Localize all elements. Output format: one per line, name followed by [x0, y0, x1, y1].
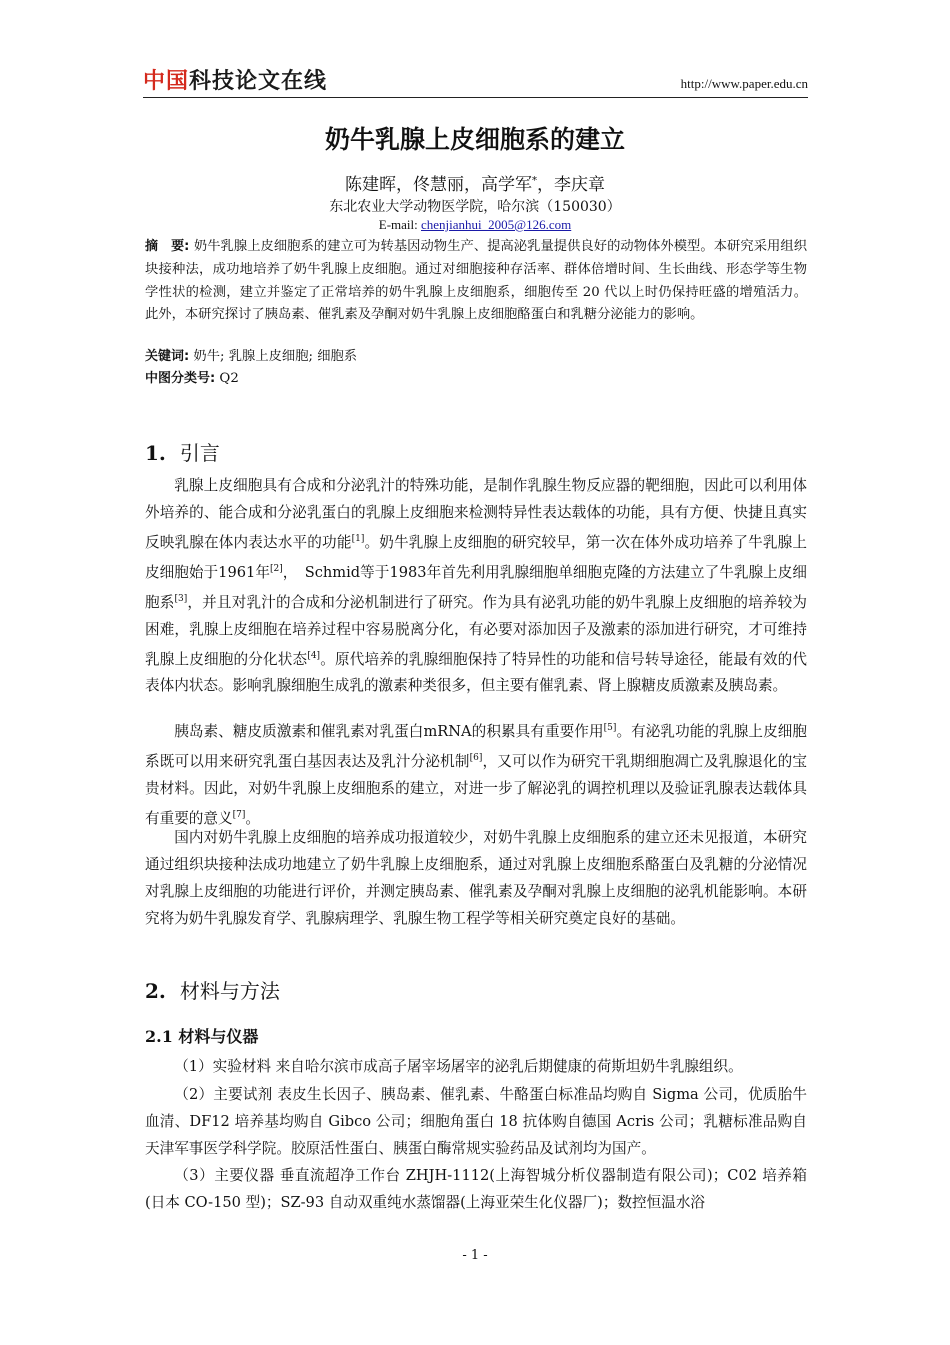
keywords	[145, 345, 357, 364]
email-line	[0, 217, 950, 233]
intro-paragraph-3: 国内对奶牛乳腺上皮细胞的培养成功报道较少，对奶牛乳腺上皮细胞系的建立还未见报道，本研究通过组织块接种法成功地建立了奶牛乳腺上皮细胞系，通过对乳腺上皮细胞系酪蛋白及乳糖的分泌情况对乳腺上皮细胞的功能进行评价，并测定胰岛素、催乳素及孕酮对乳腺上皮细胞的泌乳机能影响。本研究将为奶牛乳腺发育学、乳腺病理学、乳腺生物工程学等相关研究奠定良好的基础。	[145, 829, 807, 927]
text-run: 。有泌乳功能的乳腺上皮细胞系既可以用来研究乳蛋白基因表达及乳汁分泌机制	[145, 722, 807, 770]
abstract-colon: :	[184, 239, 194, 254]
text-run: ， Schmid等于1983年首先利用乳腺细胞单细胞克隆的方法建立了牛乳腺上皮细胞系	[145, 563, 807, 611]
paper-title: 奶牛乳腺上皮细胞系的建立	[324, 125, 625, 154]
affiliation: 东北农业大学动物医学院，哈尔滨（150030）	[329, 199, 621, 215]
site-logo[interactable]	[143, 64, 327, 95]
citation[interactable]: [7]	[232, 809, 246, 820]
email-link[interactable]: chenjianhui_2005@126.com	[421, 217, 572, 232]
materials-item-1: （1）实验材料 来自哈尔滨市成高子屠宰场屠宰的泌乳后期健康的荷斯坦奶牛乳腺组织。	[174, 1058, 743, 1075]
keywords-text: 奶牛; 乳腺上皮细胞; 细胞系	[189, 349, 358, 364]
text-run: ，又可以作为研究干乳期细胞凋亡及乳腺退化的宝贵材料。因此，对奶牛乳腺上皮细胞系的建立，对进一步了解泌乳的调控机理以及验证乳腺表达载体具有重要的意义	[145, 752, 807, 827]
citation[interactable]: [1]	[351, 534, 365, 544]
logo-text-paper: 科技论文在线	[189, 69, 328, 94]
corresponding-mark: *	[532, 175, 537, 187]
citation[interactable]: [6]	[469, 752, 483, 763]
header-rule	[143, 97, 808, 98]
materials-item-3: （3）主要仪器 垂直流超净工作台 ZHJH-1112(上海智城分析仪器制造有限公司)；C02 培养箱(日本 CO-150 型)；SZ-93 自动双重纯水蒸馏器(上海亚荣生化仪器厂)；数控恒温水浴	[145, 1167, 807, 1211]
intro-paragraph-1	[145, 472, 807, 699]
subsection-heading: 2.1 材料与仪器	[145, 1027, 259, 1046]
author-list	[0, 170, 950, 195]
site-url[interactable]: http://www.paper.edu.cn	[680, 76, 808, 91]
classification-label: 中图分类号:	[145, 371, 216, 386]
text-run: 胰岛素、糖皮质激素和催乳素对乳蛋白mRNA的积累具有重要作用	[174, 722, 604, 740]
classification-text: Q2	[215, 371, 239, 386]
text-run: 。	[245, 809, 260, 827]
section-heading-intro	[145, 437, 220, 466]
text-run: ，并且对乳汁的合成和分泌机制进行了研究。作为具有泌乳功能的奶牛乳腺上皮细胞的培养较为困难，乳腺上皮细胞在培养过程中容易脱离分化，有必要对添加因子及激素的添加进行研究，才可维持乳腺上皮细胞的分化状态	[145, 593, 807, 668]
citation[interactable]: [5]	[603, 723, 617, 733]
authors-rest: ，李庆章	[537, 175, 605, 195]
section-title: 材料与方法	[179, 979, 280, 1003]
section-title: 引言	[179, 441, 220, 465]
section-number: 2.	[145, 979, 166, 1003]
abstract-label: 摘 要	[145, 239, 185, 254]
page-number: - 1 -	[462, 1248, 488, 1263]
keywords-label: 关键词:	[145, 349, 190, 364]
citation[interactable]: [2]	[269, 563, 283, 574]
text-run: 。奶牛乳腺上皮细胞的研究较早，第一次在体外成功培养了牛乳腺上皮细胞始于1961年	[145, 533, 807, 581]
section-heading-methods	[145, 975, 280, 1004]
email-label: E-mail:	[378, 217, 421, 232]
citation[interactable]: [3]	[174, 593, 188, 604]
authors-first: 陈建晖，佟慧丽，高学军	[345, 175, 532, 195]
abstract-text: 奶牛乳腺上皮细胞系的建立可为转基因动物生产、提高泌乳量提供良好的动物体外模型。本研究采用组织块接种法，成功地培养了奶牛乳腺上皮细胞。通过对细胞接种存活率、群体倍增时间、生长曲线、形态学等生物学性状的检测，建立并鉴定了正常培养的奶牛乳腺上皮细胞系，细胞传至 20 代以上时仍保持旺盛的增殖活力。此外，本研究探讨了胰岛素、催乳素及孕酮对奶牛乳腺上皮细胞酪蛋白和乳糖分泌能力的影响。	[145, 239, 807, 323]
logo-text-china: 中国	[143, 69, 190, 94]
abstract	[145, 236, 807, 327]
citation[interactable]: [4]	[307, 650, 321, 661]
text-run: 。原代培养的乳腺细胞保持了特异性的功能和信号转导途径，能最有效的代表体内状态。影响乳腺细胞生成乳的激素种类很多，但主要有催乳素、肾上腺糖皮质激素及胰岛素。	[145, 650, 807, 695]
intro-paragraph-2	[145, 715, 807, 832]
classification	[145, 367, 239, 386]
page-header	[143, 64, 808, 98]
section-number: 1.	[145, 441, 166, 465]
materials-item-2: （2）主要试剂 表皮生长因子、胰岛素、催乳素、牛酪蛋白标准品均购自 Sigma 公司，优质胎牛血清、DF12 培养基均购自 Gibco 公司；细胞角蛋白 18 抗体购自德国 Acris 公司；乳糖标准品购自天津军事医学科学院。胶原活性蛋白、胰蛋白酶常规实验药品及试剂均为国产。	[145, 1086, 807, 1157]
text-run: 乳腺上皮细胞具有合成和分泌乳汁的特殊功能，是制作乳腺生物反应器的靶细胞，因此可以利用体外培养的、能合成和分泌乳蛋白的乳腺上皮细胞来检测特异性表达载体的功能，具有方便、快捷且真实反映乳腺在体内表达水平的功能	[145, 477, 807, 551]
